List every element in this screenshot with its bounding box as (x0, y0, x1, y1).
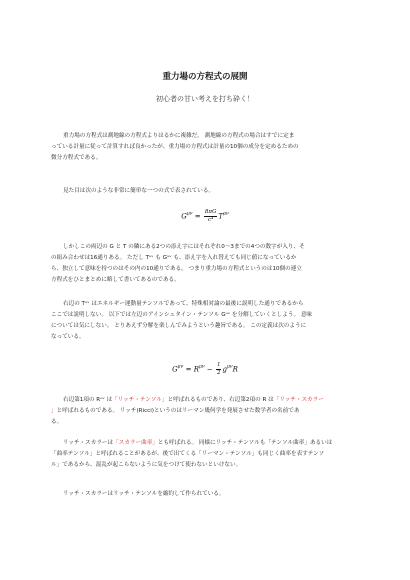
eq-rhs-sup: μν (223, 211, 229, 217)
paragraph-1 (51, 131, 357, 164)
eq-ricci-sup: μν (198, 364, 205, 370)
eq-equals: = (194, 212, 201, 221)
text-line (51, 406, 357, 417)
eq-metric: g (222, 365, 227, 374)
eq-numerator: 8πG (204, 209, 217, 215)
text-line: リッチ・スカラーはリッチ・テンソルを縮約して作られている。 (63, 491, 225, 497)
eq-denominator: c⁴ (207, 217, 214, 223)
paragraph-3 (51, 242, 357, 286)
eq-numerator: 1 (216, 362, 221, 368)
paragraph-7 (57, 489, 357, 500)
text-run: と呼ばれるものであり、右辺第2項の R は (167, 397, 274, 403)
highlight-scalar-curvature: 「スカラー曲率」 (113, 440, 158, 446)
eq-lhs: G (172, 365, 178, 374)
paragraph-2 (57, 186, 357, 197)
text-line: なっている。 (51, 334, 85, 340)
text-run: 右辺第1項の Rᵘᵛ は (63, 397, 113, 403)
eq-minus: − (206, 365, 213, 374)
equation-einstein-field (0, 209, 410, 224)
eq-lhs: G (181, 212, 187, 221)
text-line: ル」であるから、混乱が起こらないように気をつけて使わないといけない。 (51, 462, 242, 468)
text-line: の組み合わせは16通りある。 ただし Tᵘᵛ も Gᵘᵛ も、添え字を入れ替えても同じ値になっているか (51, 255, 297, 261)
eq-lhs-sup: μν (186, 211, 193, 217)
equation-einstein-tensor (0, 362, 410, 377)
text-line: 「曲率テンソル」と呼ばれることがあるが、後で出てくる「リーマン・テンソル」も同じく曲率を表すテンソ (51, 451, 325, 457)
highlight-ricci-scalar: 「リッチ・スカラー (273, 397, 324, 403)
text-line: しかしこの両辺の G と T の隣にある2つの添え字にはそれぞれ0〜3までの4つの数字が入り、そ (63, 244, 305, 250)
page-subtitle: 初心者の甘い考えを打ち砕く！ (156, 95, 254, 103)
text-line: 方程式をひとまとめに略して書いてあるのである。 (51, 277, 180, 283)
eq-fraction (204, 209, 218, 224)
text-line (57, 395, 357, 406)
text-run: とも呼ばれる。 同様にリッチ・テンソルも「テンソル曲率」あるいは (157, 440, 333, 446)
eq-ricci-scalar: R (232, 365, 238, 374)
eq-ricci-tensor: R (193, 365, 199, 374)
eq-lhs-sup: μν (177, 364, 184, 370)
text-line: っている計量に従って計算すれば良かったが、重力場の方程式は計量の10個の成分を定めるための (51, 144, 299, 150)
text-line: る。 (51, 419, 63, 425)
text-line (57, 438, 357, 449)
paragraph-5 (51, 395, 357, 428)
text-line: ら、独立して意味を持つのはその内の10通りである。 つまり重力場の方程式というのは10個の連立 (51, 266, 302, 272)
text-run: リッチ・スカラーは (63, 440, 114, 446)
text-line: については気にしない。 とりあえず分解を楽しんでみようという趣旨である。 この定義は次のように (51, 323, 307, 329)
text-line: ここでは説明しない。 以下では左辺のアインシュタイン・テンソル Gᵘᵛ を分解していくとしよう。 意味 (51, 312, 313, 318)
eq-equals: = (185, 365, 192, 374)
eq-denominator: 2 (216, 370, 221, 376)
paragraph-6 (51, 438, 357, 471)
eq-rhs: T (218, 212, 224, 221)
highlight-ricci-scalar-end: 」 (51, 408, 57, 414)
page-title: 重力場の方程式の展開 (162, 72, 248, 82)
text-line: 右辺の Tᵘᵛ はエネルギー運動量テンソルであって、特殊相対論の最後に説明した通りであるから (63, 301, 304, 307)
eq-fraction (216, 362, 222, 377)
text-line: 重力場の方程式は測地線の方程式よりはるかに複雑だ。 測地線の方程式の場合はすでに定ま (63, 133, 295, 139)
highlight-ricci-tensor: 「リッチ・テンソル」 (112, 397, 168, 403)
text-line: 見た目は次のような非常に簡単な一つの式で表されている。 (63, 188, 215, 194)
paragraph-4 (51, 299, 357, 343)
text-line: 微分方程式である。 (51, 155, 102, 161)
text-run: と呼ばれるものである。 リッチ(Ricci)というのはリーマン幾何学を発展させた数学者の名前であ (56, 408, 300, 414)
eq-metric-sup: μν (226, 364, 233, 370)
